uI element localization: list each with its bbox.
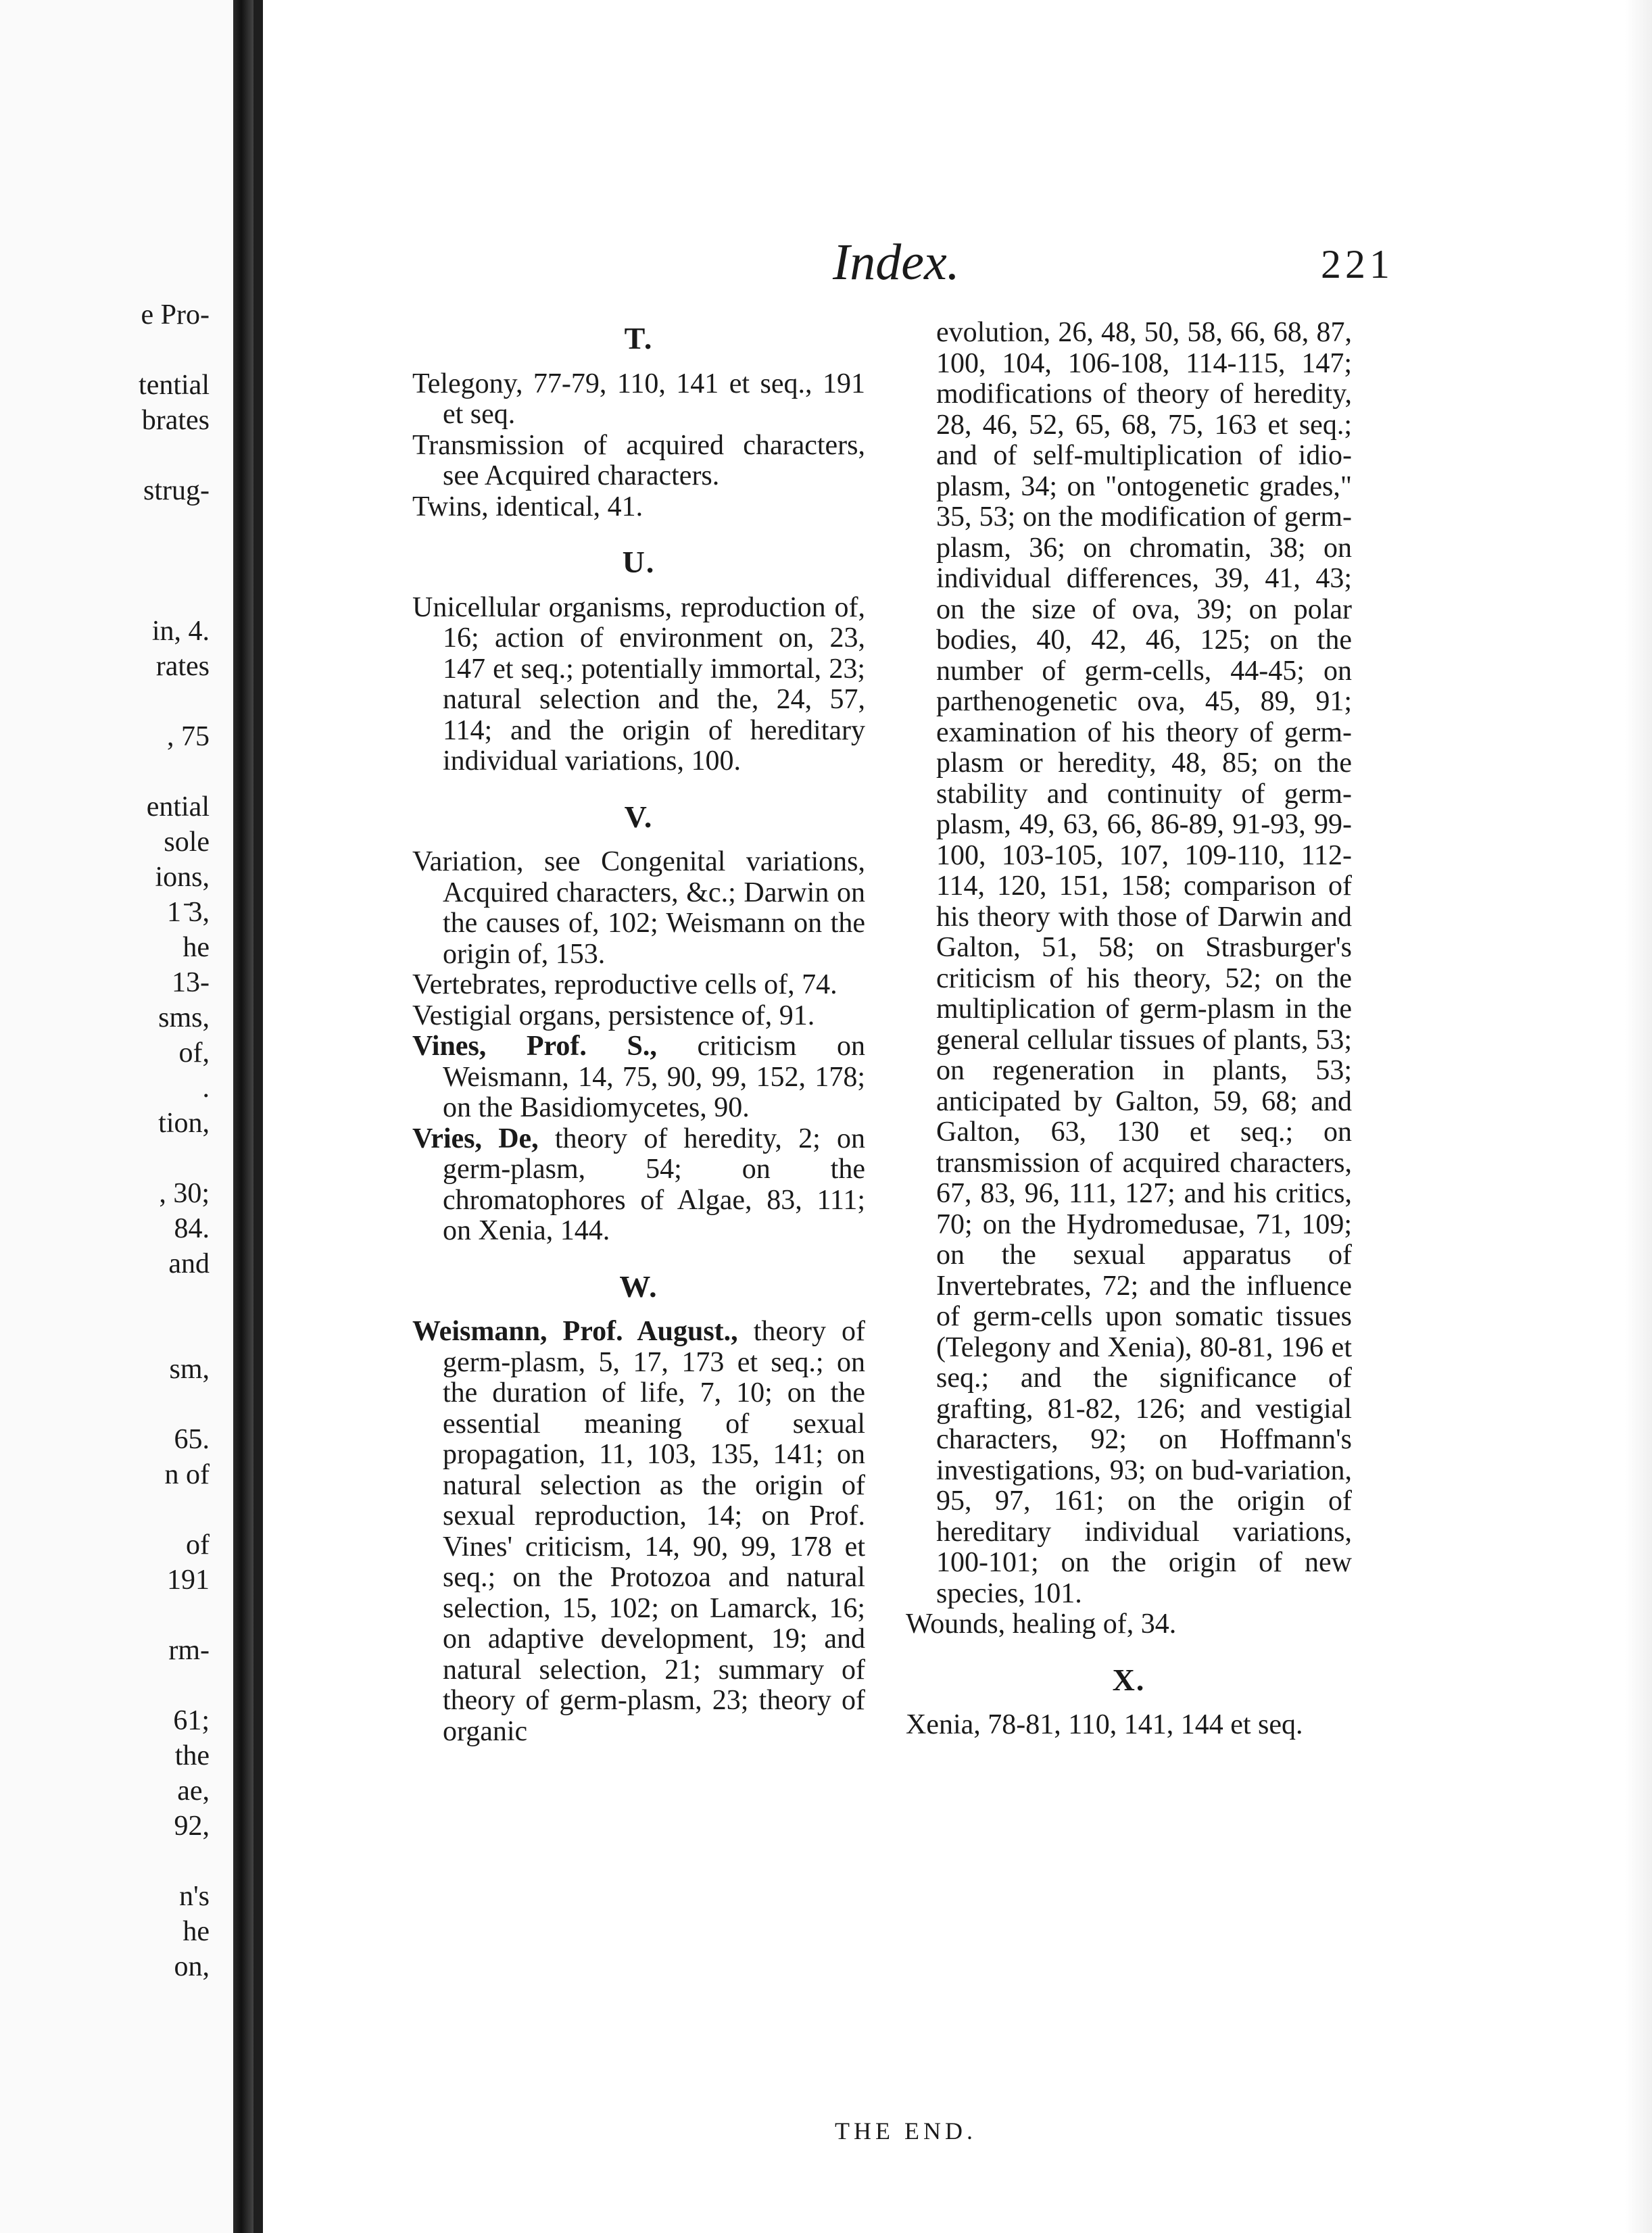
entry-body-vines: criticism on Weismann, 14, 75, 90, 99, 152, 178; on the Basidiomycetes, 90.: [443, 1031, 865, 1123]
facing-page-fragment: [0, 1598, 223, 1633]
entry-heading-vries: Vries, De,: [412, 1123, 539, 1154]
index-entry-vries: [412, 1124, 865, 1247]
facing-page-fragment: [0, 1317, 223, 1352]
book-gutter: [253, 0, 263, 2233]
facing-page-fragment: strug-: [143, 475, 210, 506]
facing-page-fragment: [0, 1668, 223, 1703]
index-entry-wounds: Wounds, healing of, 34.: [906, 1609, 1177, 1640]
index-entry-vertebrates: Vertebrates, reproductive cells of, 74.: [412, 969, 837, 1000]
facing-page-fragment: tential: [139, 370, 210, 401]
letter-heading-u: U.: [622, 545, 656, 579]
facing-page-fragment: [0, 1844, 223, 1879]
facing-page-fragment: he: [183, 932, 210, 963]
facing-page-fragment: , 30;: [159, 1178, 210, 1209]
letter-heading-x: X.: [1112, 1662, 1146, 1697]
facing-page-fragment: [0, 1281, 223, 1317]
facing-page-fragment: .: [202, 1073, 210, 1104]
facing-page-fragment: e Pro-: [141, 299, 210, 330]
index-entry-variation: Variation, see Congenital variations, Acquired characters, &c.; Darwin on the causes of, 102; Weismann on the origin of, 153.: [412, 846, 865, 970]
facing-page-fragment: ential: [146, 791, 210, 823]
index-entry-weismann: [412, 1317, 865, 1747]
facing-page-fragment: [0, 1492, 223, 1527]
facing-page-fragment: 65.: [174, 1424, 210, 1455]
index-entry-unicellular: Unicellular organisms, reproduction of, 16; action of environment on, 23, 147 et seq.; potentially immortal, 23; natural selection and the, 24, 57, 114; and the origin of hereditary individual variations, 100.: [412, 591, 865, 777]
index-entry-vestigial: Vestigial organs, persistence of, 91.: [412, 1000, 815, 1031]
running-head: [833, 233, 1394, 291]
facing-page-fragment: ae,: [177, 1775, 210, 1807]
facing-page-fragment: [0, 579, 223, 614]
index-column-right: [906, 318, 1352, 1741]
facing-page-fragment: 61;: [173, 1705, 210, 1736]
letter-heading-t: T.: [624, 321, 654, 355]
facing-page-fragment: the: [174, 1740, 210, 1771]
index-entry-transmission: Transmission of acquired characters, see Acquired characters.: [412, 429, 865, 491]
facing-page-fragment: in, 4.: [151, 616, 210, 647]
facing-page-fragment: [0, 333, 223, 368]
letter-heading-w: W.: [619, 1269, 658, 1304]
the-end-label: THE END.: [835, 2117, 977, 2144]
facing-page-fragment: , 75: [167, 721, 210, 752]
facing-page-fragment: [0, 754, 223, 789]
index-entry-vines: [412, 1031, 865, 1124]
facing-page-fragment: rm-: [168, 1635, 210, 1666]
index-entry-weismann-continued: evolution, 26, 48, 50, 58, 66, 68, 87, 100, 104, 106-108, 114-115, 147; modifications of theory of heredity, 28, 46, 52, 65, 68, 75, 163 et seq.; and of self-multiplication of idio-plasm, 34; on "ontogenetic grades," 35, 53; on the modification of germ-plasm, 36; on chromatin, 38; on individual differences, 39, 41, 43; on the size of ova, 39; on polar bodies, 40, 42, 46, 125; on the number of germ-cells, 44-45; on parthenogenetic ova, 45, 89, 91; examination of his theory of germ-plasm or heredity, 48, 85; on the stability and continuity of germ-plasm, 49, 63, 66, 86-89, 91-93, 99-100, 103-105, 107, 109-110, 112-114, 120, 151, 158; comparison of his theory with those of Darwin and Galton, 51, 58; on Strasburger's criticism of his theory, 52; on the multiplication of germ-plasm in the general cellular tissues of plants, 53; on regeneration in plants, 53; anticipated by Galton, 59, 68; and Galton, 63, 130 et seq.; on transmission of acquired characters, 67, 83, 96, 111, 127; and his critics, 70; on the Hydromedusae, 71, 109; on the sexual apparatus of Invertebrates, 72; and the influence of germ-cells upon somatic tissues (Telegony and Xenia), 80-81, 196 et seq.; and the significance of grafting, 81-82, 126; and vestigial characters, 92; on Hoffmann's investigations, 93; on bud-variation, 95, 97, 161; on the origin of hereditary individual variations, 100-101; on the origin of new species, 101.: [936, 317, 1352, 1609]
facing-page-fragment: 191: [167, 1565, 210, 1596]
facing-page-fragment: he: [183, 1916, 210, 1947]
facing-page-fragment: sole: [164, 827, 210, 858]
facing-page-fragment: brates: [141, 405, 210, 436]
facing-page-text-fragments: [0, 297, 223, 1984]
book-gutter-shadow: [233, 0, 253, 2233]
facing-page-fragment: [0, 684, 223, 719]
index-entry-xenia: Xenia, 78-81, 110, 141, 144 et seq.: [906, 1709, 1303, 1740]
facing-page-fragment: sm,: [169, 1354, 210, 1385]
facing-page-fragment: 84.: [174, 1213, 210, 1244]
letter-heading-v: V.: [624, 799, 654, 834]
page-right-edge: [1625, 0, 1652, 2233]
facing-page-fragment: [0, 438, 223, 473]
index-entry-twins: Twins, identical, 41.: [412, 491, 643, 522]
facing-page-fragment: tion,: [158, 1108, 210, 1139]
facing-page-fragment: [0, 508, 223, 543]
facing-page-fragment: of,: [178, 1037, 210, 1069]
facing-page-edge: [0, 0, 233, 2233]
index-entry-telegony: Telegony, 77-79, 110, 141 et seq., 191 et seq.: [412, 368, 865, 430]
facing-page-fragment: and: [168, 1248, 210, 1279]
page-number: 221: [1321, 242, 1394, 287]
running-title: Index.: [833, 234, 960, 291]
facing-page-fragment: 92,: [174, 1811, 210, 1842]
facing-page-fragment: [0, 1141, 223, 1176]
facing-page-fragment: rates: [155, 651, 210, 682]
facing-page-fragment: 13-: [172, 967, 210, 998]
facing-page-fragment: on,: [174, 1951, 210, 1982]
facing-page-fragment: [0, 1387, 223, 1422]
facing-page-fragment: [0, 543, 223, 579]
facing-page-fragment: n's: [179, 1881, 210, 1912]
facing-page-fragment: of: [186, 1529, 210, 1561]
facing-page-fragment: sms,: [158, 1002, 210, 1033]
facing-page-fragment: 1 ̄3,: [167, 897, 210, 928]
facing-page-fragment: n of: [164, 1459, 210, 1490]
entry-body-weismann: theory of germ-plasm, 5, 17, 173 et seq.; on the duration of life, 7, 10; on the essential meaning of sexual propagation, 11, 103, 135, 141; on natural selection as the origin of sexual reproduction, 14; on Prof. Vines' criticism, 14, 90, 99, 178 et seq.; on the Protozoa and natural selection, 15, 102; on Lamarck, 16; on adaptive development, 19; and natural selection, 21; summary of theory of germ-plasm, 23; theory of organic: [443, 1316, 865, 1747]
index-column-left: [412, 318, 865, 1747]
entry-heading-vines: Vines, Prof. S.,: [412, 1031, 657, 1062]
entry-body-vries: theory of heredity, 2; on germ-plasm, 54; on the chromatophores of Algae, 83, 111; on Xenia, 144.: [443, 1123, 865, 1246]
entry-heading-weismann: Weismann, Prof. August.,: [412, 1316, 738, 1347]
facing-page-fragment: ions,: [155, 862, 210, 893]
